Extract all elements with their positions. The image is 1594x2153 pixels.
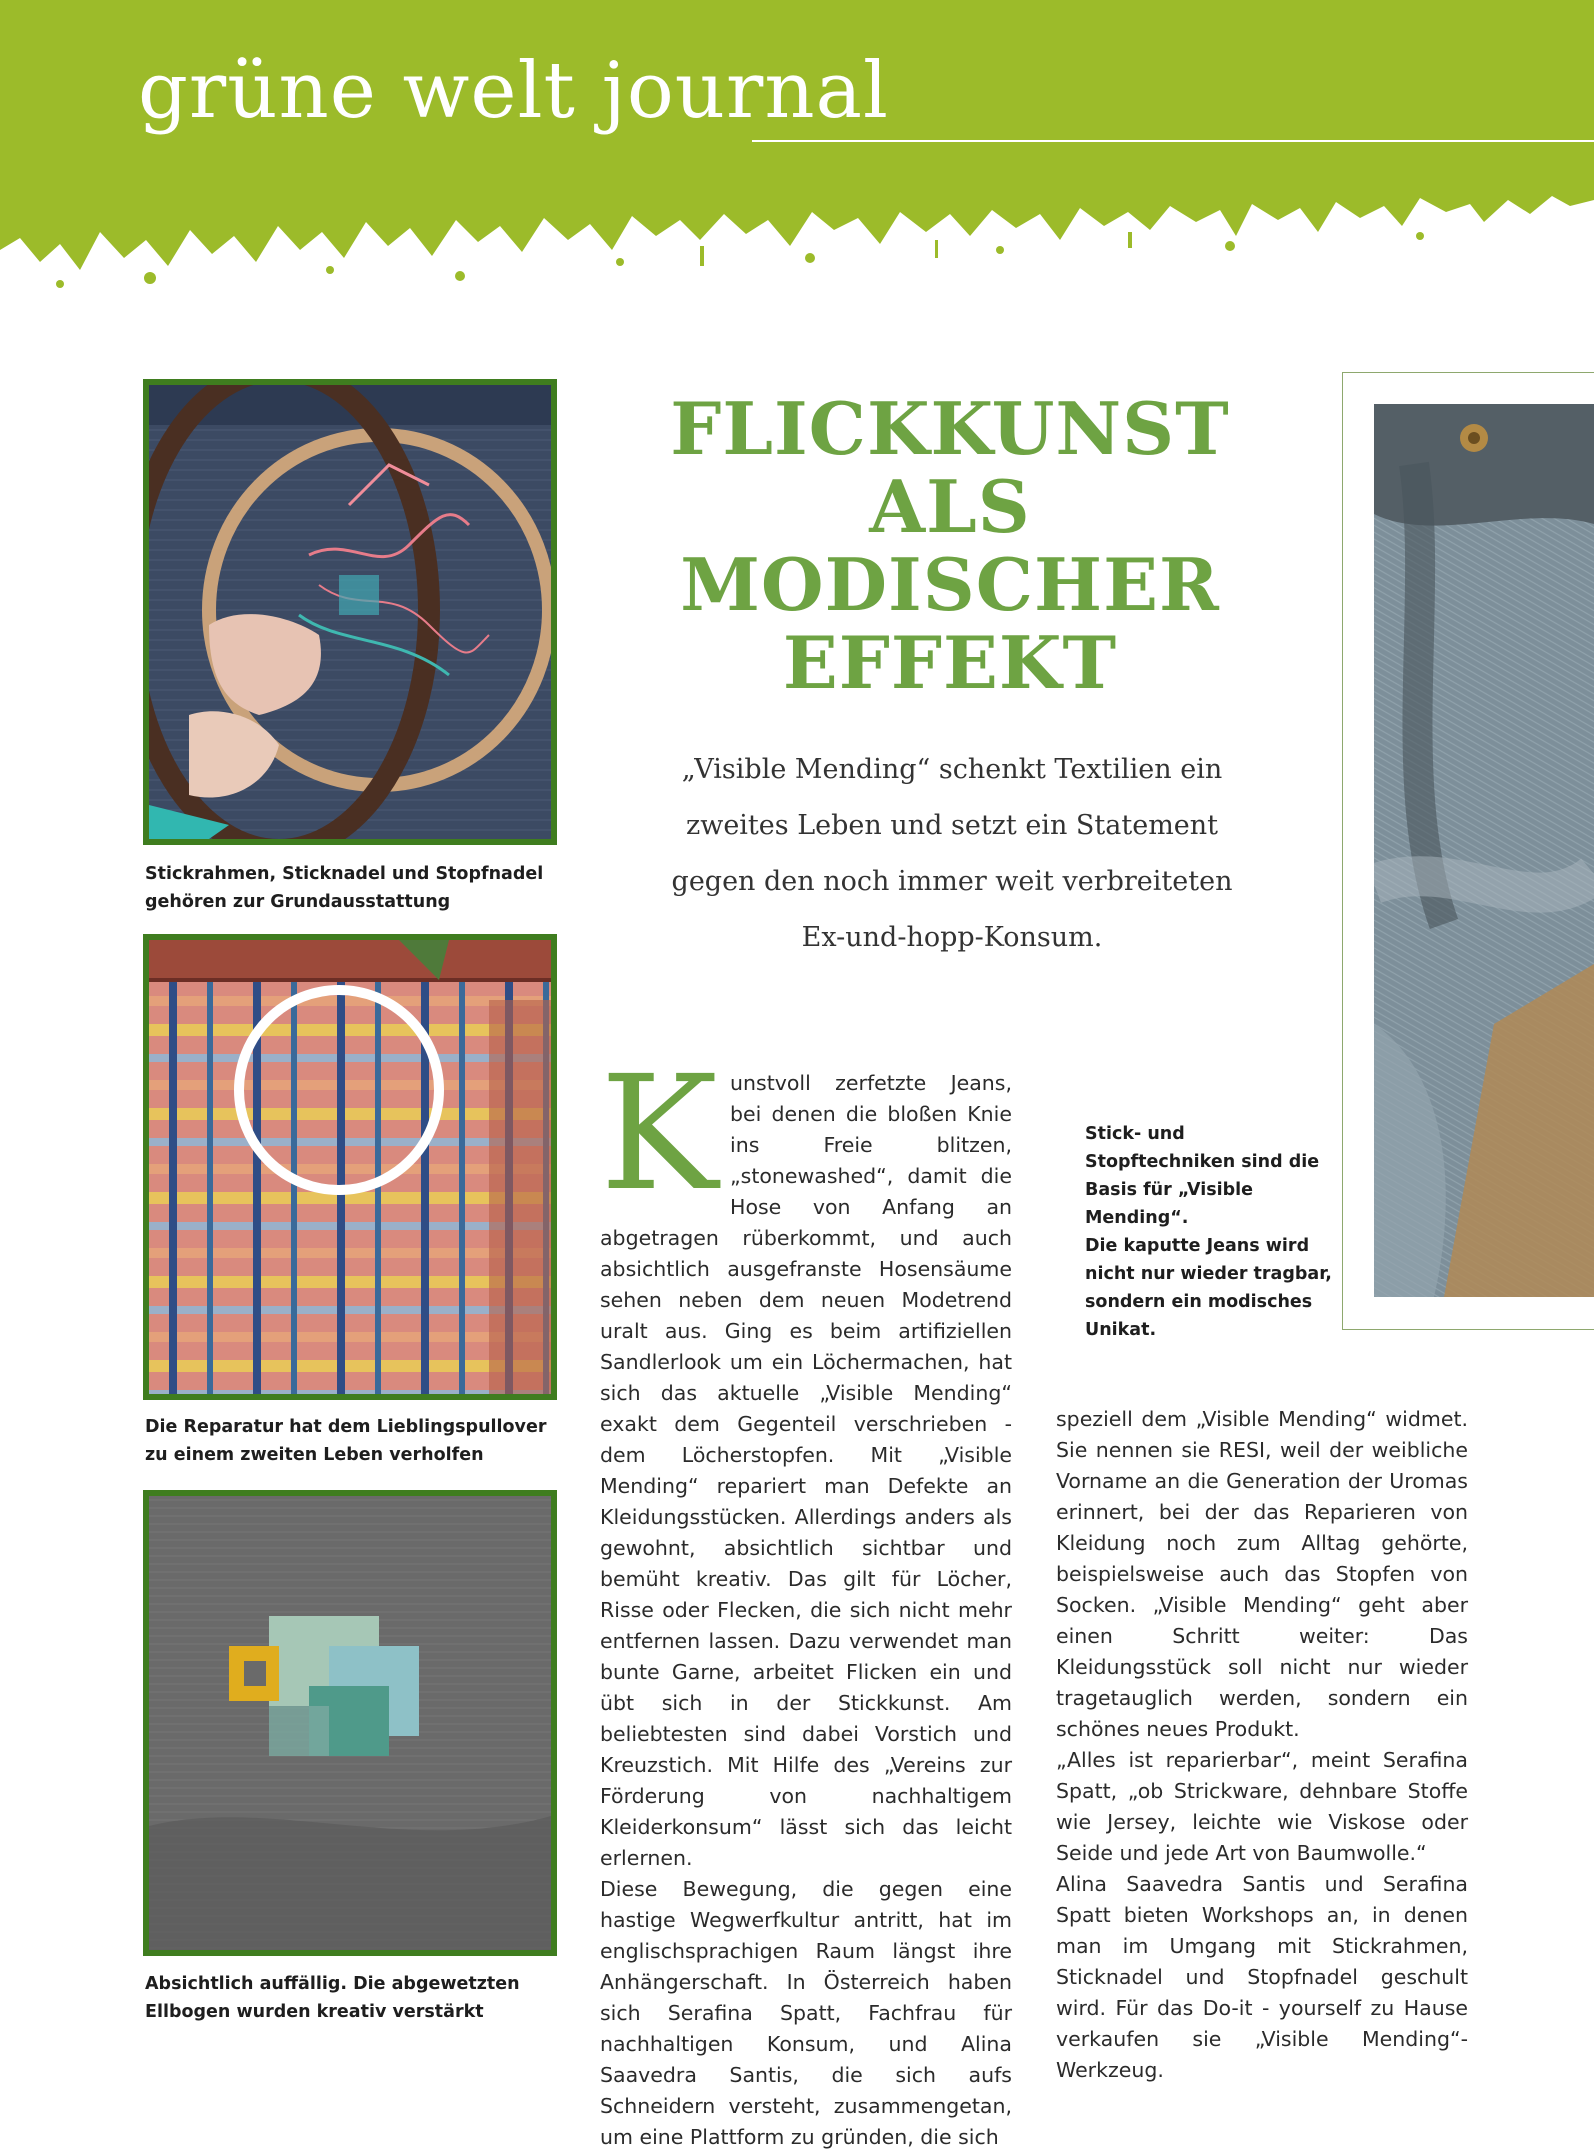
caption-elbow: Absichtlich auffällig. Die abgewetzten Ellbogen wurden kreativ verstärkt bbox=[145, 1974, 520, 2022]
lead-line-1: „Visible Mending“ schenkt Textilien ein bbox=[681, 754, 1223, 785]
article-column-1 bbox=[600, 1042, 1012, 2153]
article-paragraph-4: „Alles ist reparierbar“, meint Serafina Spatt, „ob Strickware, dehnbare Stoffe wie Jersey, leichte wie Viskose oder Seide und jede Art von Baumwolle.“ bbox=[1056, 1748, 1468, 1865]
lead-line-3: gegen den noch immer weit verbreiteten bbox=[671, 866, 1233, 897]
headline-line-2: ALS bbox=[869, 464, 1031, 549]
caption-sweater: Die Reparatur hat dem Lieblingspullover zu einem zweiten Leben verholfen bbox=[145, 1417, 547, 1465]
photo-sweater bbox=[143, 934, 557, 1400]
caption-jeans-line-1: Stick- und Stopftechniken sind die Basis für „Visible Mending“. bbox=[1085, 1124, 1320, 1228]
headline-line-1: FLICKKUNST bbox=[670, 386, 1230, 471]
headline-line-4: EFFEKT bbox=[782, 620, 1118, 705]
caption-embroidery-hoop: Stickrahmen, Sticknadel und Stopfnadel gehören zur Grundausstattung bbox=[145, 864, 544, 912]
caption-jeans bbox=[1085, 1120, 1335, 1344]
header-rule bbox=[752, 140, 1594, 142]
article-paragraph-1: unstvoll zerfetzte Jeans, bei denen die bloßen Knie ins Freie blitzen, „stonewashed“, damit die Hose von Anfang an abgetragen rüberkommt, und auch absichtlich ausgefranste Hosensäume sehen neben dem neuen Modetrend uralt aus. Ging es beim artifiziellen Sandlerlook um ein Löchermachen, hat sich das aktuelle „Visible Mending“ exakt dem Gegenteil verschrieben - dem Löcherstopfen. Mit „Visible Mending“ repariert man Defekte an Kleidungsstücken. Allerdings anders als gewohnt, absichtlich sichtbar und bemüht kreativ. Das gilt für Löcher, Risse oder Flecken, die sich nicht mehr entfernen lassen. Dazu verwendet man bunte Garne, arbeitet Flicken ein und übt sich in der Stickkunst. Am beliebtesten sind dabei Vorstich und Kreuzstich. Mit Hilfe des „Vereins zur Förderung von nachhaltigem Kleiderkonsum“ lässt sich das leicht erlernen. bbox=[600, 1071, 1012, 1870]
drop-cap: K bbox=[600, 1042, 719, 1226]
headline-line-3: MODISCHER bbox=[680, 542, 1220, 627]
photo-elbow bbox=[143, 1490, 557, 1956]
grunge-header-band bbox=[0, 0, 1594, 300]
lead-line-2: zweites Leben und setzt ein Statement bbox=[685, 810, 1219, 841]
journal-title: grüne welt journal bbox=[138, 46, 890, 136]
caption-jeans-line-2: Die kaputte Jeans wird nicht nur wieder tragbar, sondern ein modisches Unikat. bbox=[1085, 1236, 1332, 1340]
article-paragraph-2: Diese Bewegung, die gegen eine hastige Wegwerfkultur antritt, hat im englischsprachigen Raum längst ihre Anhängerschaft. In Österreich haben sich Serafina Spatt, Fachfrau für nachhaltigen Konsum, und Alina Saavedra Santis, die sich aufs Schneidern versteht, zusammengetan, um eine Plattform zu gründen, die sich bbox=[600, 1877, 1012, 2149]
photo-embroidery-hoop bbox=[143, 379, 557, 845]
article-paragraph-5: Alina Saavedra Santis und Serafina Spatt bieten Workshops an, in denen man im Umgang mit Stickrahmen, Sticknadel und Stopfnadel geschult wird. Für das Do-it - yourself zu Hause verkaufen sie „Visible Mending“-Werkzeug. bbox=[1056, 1872, 1468, 2082]
article-column-2 bbox=[1056, 1404, 1468, 2086]
headline bbox=[640, 386, 1260, 705]
lead-paragraph bbox=[652, 742, 1252, 966]
page-header bbox=[0, 0, 1594, 300]
photo-jeans bbox=[1374, 404, 1594, 1297]
lead-line-4: Ex-und-hopp-Konsum. bbox=[801, 922, 1103, 953]
article-paragraph-3: speziell dem „Visible Mending“ widmet. Sie nennen sie RESI, weil der weibliche Vorname an die Generation der Uromas erinnert, bei der das Reparieren von Kleidung noch zum Alltag gehörte, beispielsweise auch das Stopfen von Socken. „Visible Mending“ geht aber einen Schritt weiter: Das Kleidungsstück soll nicht nur wieder tragetauglich werden, sondern ein schönes neues Produkt. bbox=[1056, 1407, 1468, 1741]
